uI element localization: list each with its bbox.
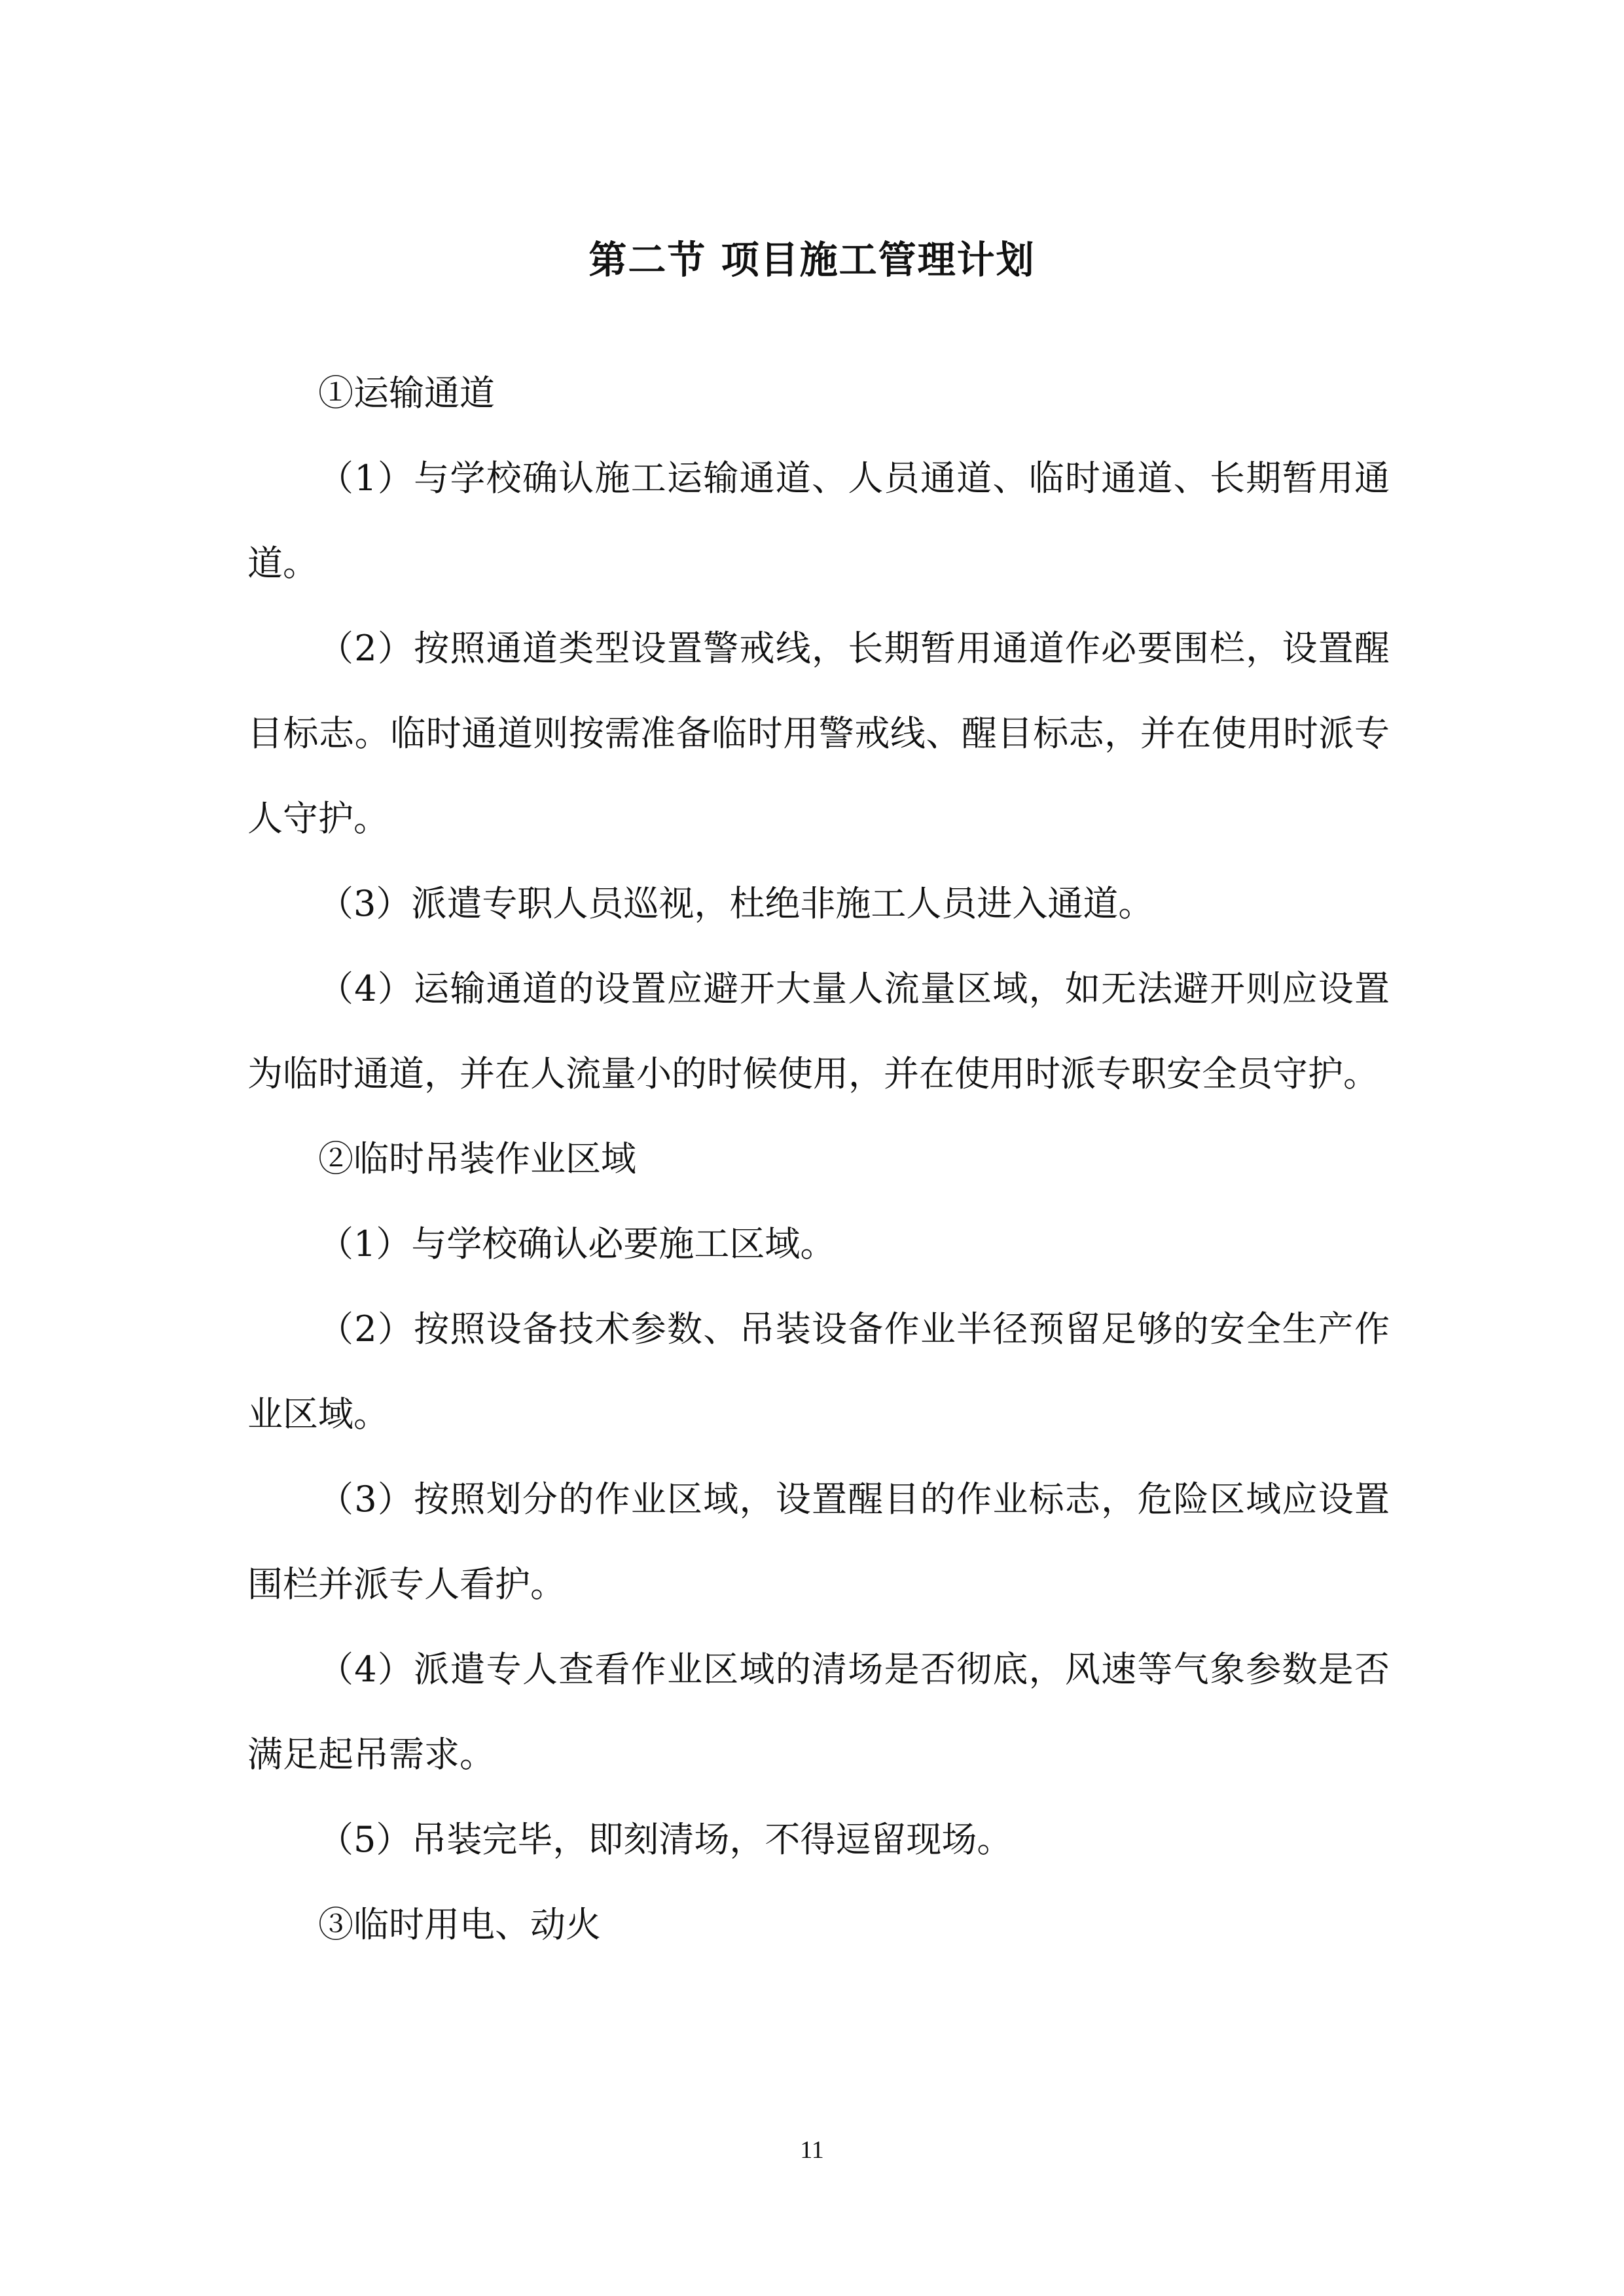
page-number: 11 (800, 2136, 824, 2164)
paragraph: （2）按照通道类型设置警戒线，长期暂用通道作必要围栏，设置醒目标志。临时通道则按需准备临时用警戒线、醒目标志，并在使用时派专人守护。 (247, 628, 1390, 839)
document-body (247, 351, 1390, 1967)
paragraph: （1）与学校确认必要施工区域。 (318, 1223, 836, 1265)
heading-hoisting-area: ②临时吊装作业区域 (318, 1138, 636, 1179)
paragraph: （4）派遣专人查看作业区域的清场是否彻底，风速等气象参数是否满足起吊需求。 (247, 1649, 1390, 1775)
paragraph: （5）吊装完毕，即刻清场，不得逗留现场。 (318, 1819, 1013, 1860)
paragraph: （2）按照设备技术参数、吊装设备作业半径预留足够的安全生产作业区域。 (247, 1308, 1390, 1435)
paragraph: （3）派遣专职人员巡视，杜绝非施工人员进入通道。 (318, 883, 1154, 924)
paragraph: （4）运输通道的设置应避开大量人流量区域，如无法避开则应设置为临时通道，并在人流量小的时候使用，并在使用时派专职安全员守护。 (247, 968, 1390, 1094)
paragraph: （3）按照划分的作业区域，设置醒目的作业标志，危险区域应设置围栏并派专人看护。 (247, 1479, 1390, 1605)
heading-transport-channel: ①运输通道 (318, 372, 495, 414)
section-title: 第二节 项目施工管理计划 (588, 237, 1036, 282)
heading-temporary-power-fire: ③临时用电、动火 (318, 1904, 601, 1945)
paragraph: （1）与学校确认施工运输通道、人员通道、临时通道、长期暂用通道。 (247, 457, 1390, 584)
